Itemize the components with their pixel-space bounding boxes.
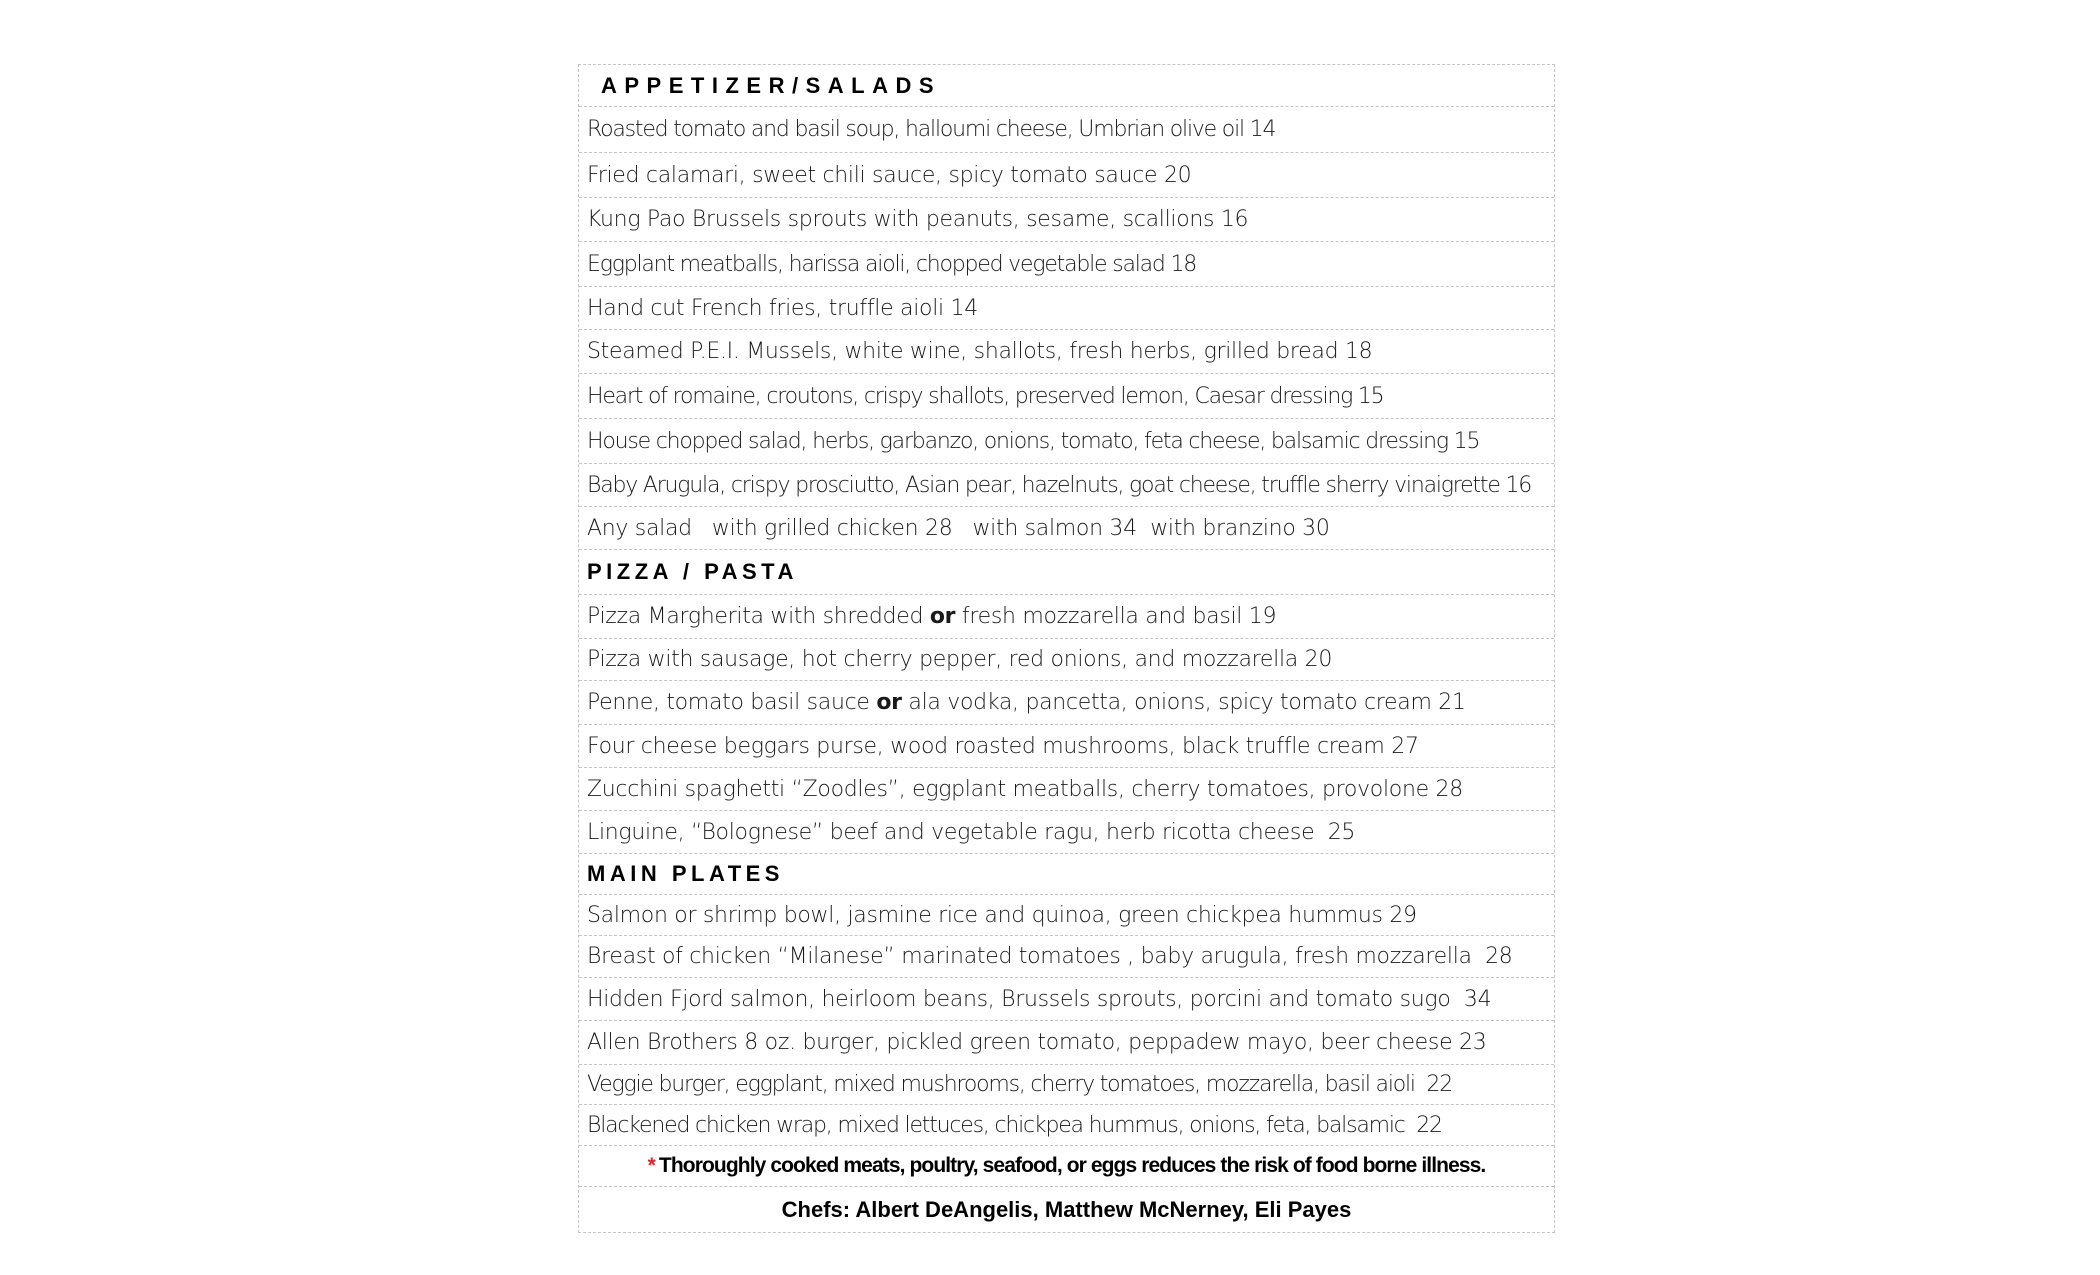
section-title: PIZZA / PASTA <box>587 559 798 584</box>
menu-item-text: Veggie burger, eggplant, mixed mushrooms, cherry tomatoes, mozzarella, basil aioli 22 <box>587 1072 1453 1097</box>
warning-text: * Thoroughly cooked meats, poultry, seafood, or eggs reduces the risk of food borne illness. <box>647 1154 1486 1177</box>
section-title: MAIN PLATES <box>587 861 784 886</box>
menu-item <box>579 463 1554 506</box>
menu-item-text: Blackened chicken wrap, mixed lettuces, chickpea hummus, onions, feta, balsamic 22 <box>587 1112 1442 1138</box>
menu-item-text: Penne, tomato basil sauce or ala vodka, pancetta, onions, spicy tomato cream 21 <box>587 690 1466 715</box>
menu-item <box>579 894 1554 935</box>
menu-item-text: Eggplant meatballs, harissa aioli, chopped vegetable salad 18 <box>587 251 1197 277</box>
section-title: APPETIZER/SALADS <box>601 72 942 98</box>
section-header-appetizers <box>579 65 1554 106</box>
menu-item <box>579 241 1554 286</box>
menu-item <box>579 286 1554 329</box>
menu-item-text: Kung Pao Brussels sprouts with peanuts, sesame, scallions 16 <box>587 207 1249 232</box>
menu-item <box>579 373 1554 418</box>
menu-item-text: Pizza with sausage, hot cherry pepper, red onions, and mozzarella 20 <box>587 647 1333 672</box>
menu-item-text: Hidden Fjord salmon, heirloom beans, Brussels sprouts, porcini and tomato sugo 34 <box>587 986 1492 1012</box>
menu-item-text: Heart of romaine, croutons, crispy shallots, preserved lemon, Caesar dressing 15 <box>587 383 1384 409</box>
menu-item-text: Hand cut French fries, truffle aioli 14 <box>587 295 978 321</box>
menu-item-text: Steamed P.E.I. Mussels, white wine, shallots, fresh herbs, grilled bread 18 <box>587 339 1373 364</box>
menu-item <box>579 197 1554 241</box>
menu-item-text: Breast of chicken “Milanese” marinated tomatoes , baby arugula, fresh mozzarella 28 <box>587 944 1513 969</box>
menu-item <box>579 152 1554 197</box>
menu-item <box>579 724 1554 767</box>
menu-item-text: Fried calamari, sweet chili sauce, spicy tomato sauce 20 <box>587 162 1192 188</box>
menu-item <box>579 506 1554 549</box>
or-emphasis: or <box>876 690 902 715</box>
menu-item-text: Zucchini spaghetti “Zoodles”, eggplant meatballs, cherry tomatoes, provolone 28 <box>587 776 1463 802</box>
menu-item-text: House chopped salad, herbs, garbanzo, onions, tomato, feta cheese, balsamic dressing 15 <box>587 428 1480 454</box>
menu-item <box>579 767 1554 810</box>
menu-item <box>579 638 1554 680</box>
chefs-credit <box>579 1186 1554 1232</box>
menu-item-text: Pizza Margherita with shredded or fresh mozzarella and basil 19 <box>587 604 1277 629</box>
menu-item <box>579 680 1554 724</box>
menu-item <box>579 329 1554 373</box>
menu-item <box>579 594 1554 638</box>
menu-item <box>579 935 1554 977</box>
menu-table <box>578 64 1555 1233</box>
menu-item <box>579 418 1554 463</box>
asterisk-icon: * <box>647 1154 655 1177</box>
menu-item-text: Linguine, “Bolognese” beef and vegetable ragu, herb ricotta cheese 25 <box>587 819 1356 845</box>
menu-item <box>579 1104 1554 1145</box>
or-emphasis: or <box>929 604 956 629</box>
food-safety-warning <box>579 1145 1554 1186</box>
menu-item-text: Baby Arugula, crispy prosciutto, Asian pear, hazelnuts, goat cheese, truffle sherry vinaigrette 16 <box>587 472 1532 498</box>
menu-item-text: Any salad with grilled chicken 28 with salmon 34 with branzino 30 <box>587 515 1330 541</box>
menu-item-text: Roasted tomato and basil soup, halloumi cheese, Umbrian olive oil 14 <box>587 117 1276 142</box>
menu-item <box>579 977 1554 1020</box>
section-header-main-plates <box>579 853 1554 894</box>
menu-item <box>579 810 1554 853</box>
menu-item <box>579 106 1554 152</box>
menu-item <box>579 1064 1554 1104</box>
menu-item-text: Four cheese beggars purse, wood roasted mushrooms, black truffle cream 27 <box>587 733 1419 759</box>
menu-item <box>579 1020 1554 1064</box>
menu-item-text: Allen Brothers 8 oz. burger, pickled green tomato, peppadew mayo, beer cheese 23 <box>587 1030 1487 1055</box>
section-header-pizza-pasta <box>579 549 1554 594</box>
chefs-text: Chefs: Albert DeAngelis, Matthew McNerney, Eli Payes <box>781 1196 1352 1222</box>
menu-item-text: Salmon or shrimp bowl, jasmine rice and quinoa, green chickpea hummus 29 <box>587 902 1417 928</box>
